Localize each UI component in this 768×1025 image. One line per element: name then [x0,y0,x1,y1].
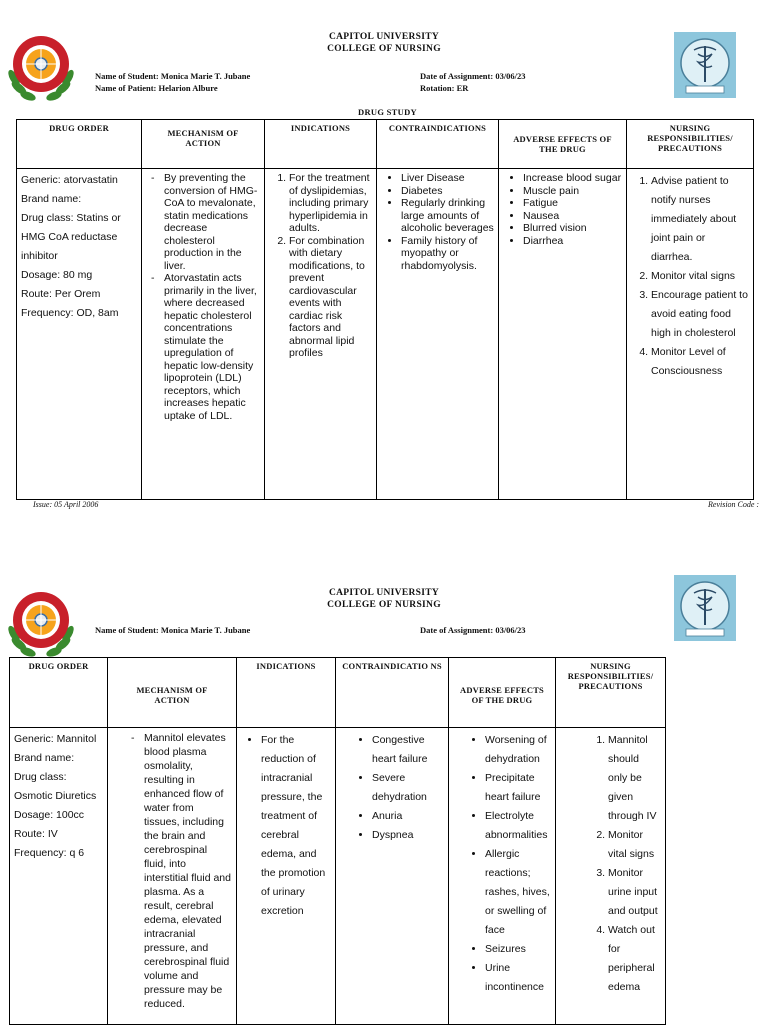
university-heading [284,31,484,55]
header-drug-order: DRUG ORDER [17,120,142,169]
university-heading [284,587,484,611]
adverse-effect-item: • Urine incontinence [485,959,553,997]
drug-order-line: Dosage: 80 mg [21,269,93,281]
drug-order-cell [17,169,142,500]
adverse-effects-cell [449,728,556,1025]
contraindications-cell [336,728,449,1025]
adverse-effects-cell [499,169,627,500]
capitol-university-seal-icon [4,586,78,660]
college-of-nursing-logo-icon [674,575,736,641]
mechanism-item: - Mannitol elevates blood plasma osmolality, resulting in enhanced flow of water from tissues, including the brain and cerebrospinal fluid, into interstitial fluid and plasma. As a result, cerebral edema, elevated intracranial pressure, and cerebrospinal fluid volume and pressure may be reduced. [144,731,232,1011]
contraindication-item: • Family history of myopathy or rhabdomyolysis. [401,235,496,273]
drug-study-table-1 [16,119,754,500]
adverse-effect-item: • Seizures [485,940,553,959]
drug-order-line: Generic: Mannitol [14,733,97,745]
header-contraindications: CONTRAINDICATIONS [377,120,499,169]
revision-code: Revision Code : [708,500,760,509]
drug-order-line: Generic: atorvastatin [21,174,118,186]
contraindication-item: • Anuria [372,807,446,826]
adverse-effect-item: • Diarrhea [523,235,622,248]
college-name: COLLEGE OF NURSING [327,600,441,610]
adverse-effect-item: • Precipitate heart failure [485,769,553,807]
drug-order-line: Drug class: [14,771,67,783]
student-name: Name of Student: Monica Marie T. Jubane [95,71,251,81]
adverse-effect-item: • Fatigue [523,197,622,210]
mechanism-item: - Atorvastatin acts primarily in the liver, where decreased hepatic cholesterol concentrations stimulate the upregulation of hepatic low-density lipoprotein (LDL) receptors, which increases hepatic uptake of LDL. [164,272,260,422]
indication-item: 2. For combination with dietary modifications, to prevent cardiovascular events with cardiac risk factors and abnormal lipid profiles [289,235,374,360]
header-adverse-effects: ADVERSE EFFECTS OF THE DRUG [499,120,627,169]
adverse-effect-item: • Worsening of dehydration [485,731,553,769]
indication-item: 1. For the treatment of dyslipidemias, including primary hyperlipidemia in adults. [289,172,374,235]
indications-cell [237,728,336,1025]
adverse-effect-item: • Allergic reactions; rashes, hives, or swelling of face [485,845,553,940]
header-adverse-effects: ADVERSE EFFECTS OF THE DRUG [449,658,556,728]
drug-order-line: Osmotic Diuretics [14,790,97,802]
contraindications-cell [377,169,499,500]
header-indications: INDICATIONS [237,658,336,728]
header-nursing: NURSING RESPONSIBILITIES/ PRECAUTIONS [627,120,754,169]
college-name: COLLEGE OF NURSING [327,44,441,54]
header-nursing: NURSING RESPONSIBILITIES/ PRECAUTIONS [556,658,666,728]
header-contraindications: CONTRAINDICATIO NS [336,658,449,728]
nursing-item: 3. Encourage patient to avoid eating food high in cholesterol [651,286,749,343]
university-name: CAPITOL UNIVERSITY [328,588,440,598]
contraindication-item: • Dyspnea [372,826,446,845]
nursing-item: 1. Mannitol should only be given through IV [608,731,661,826]
nursing-cell [627,169,754,500]
page-gap [0,515,768,570]
issue-date: Issue: 05 April 2006 [33,500,99,509]
adverse-effect-item: • Nausea [523,210,622,223]
contraindication-item: • Regularly drinking large amounts of alcoholic beverages [401,197,496,235]
drug-study-table-2 [9,657,666,1025]
contraindication-item: • Severe dehydration [372,769,446,807]
contraindication-item: • Diabetes [401,185,496,198]
rotation: Rotation: ER [420,83,469,93]
nursing-item: 3. Monitor urine input and output [608,864,661,921]
assignment-date: Date of Assignment: 03/06/23 [420,625,526,635]
university-name: CAPITOL UNIVERSITY [328,32,440,42]
adverse-effect-item: • Muscle pain [523,185,622,198]
nursing-item: 1. Advise patient to notify nurses immediately about joint pain or diarrhea. [651,172,749,267]
drug-order-line: Route: IV [14,828,58,840]
capitol-university-seal-icon [4,30,78,104]
adverse-effect-item: • Increase blood sugar [523,172,622,185]
drug-order-cell [10,728,108,1025]
header-mechanism: MECHANISM OF ACTION [108,658,237,728]
contraindication-item: • Congestive heart failure [372,731,446,769]
drug-order-line: Frequency: q 6 [14,847,85,859]
drug-order-line: Drug class: Statins or [21,212,121,224]
mechanism-item: - By preventing the conversion of HMG-CoA to mevalonate, statin medications decrease cholesterol production in the liver. [164,172,260,272]
drug-order-line: Brand name: [21,193,82,205]
student-name: Name of Student: Monica Marie T. Jubane [95,625,251,635]
document-page-2 [0,570,768,1024]
patient-name: Name of Patient: Helarion Albure [95,83,218,93]
drug-study-title: DRUG STUDY [358,107,417,117]
mechanism-cell [142,169,265,500]
drug-order-line: HMG CoA reductase [21,231,118,243]
drug-order-line: inhibitor [21,250,58,262]
drug-order-line: Dosage: 100cc [14,809,85,821]
drug-order-line: Brand name: [14,752,75,764]
contraindication-item: • Liver Disease [401,172,496,185]
drug-order-line: Route: Per Orem [21,288,101,300]
nursing-item: 2. Monitor vital signs [651,267,749,286]
header-mechanism: MECHANISM OF ACTION [142,120,265,169]
header-indications: INDICATIONS [265,120,377,169]
mechanism-cell [108,728,237,1025]
nursing-item: 2. Monitor vital signs [608,826,661,864]
indication-item: • For the reduction of intracranial pressure, the treatment of cerebral edema, and the promotion of urinary excretion [261,731,333,921]
adverse-effect-item: • Blurred vision [523,222,622,235]
header-drug-order: DRUG ORDER [10,658,108,728]
nursing-item: 4. Watch out for peripheral edema [608,921,661,997]
nursing-item: 4. Monitor Level of Consciousness [651,343,749,381]
adverse-effect-item: • Electrolyte abnormalities [485,807,553,845]
college-of-nursing-logo-icon [674,32,736,98]
assignment-date: Date of Assignment: 03/06/23 [420,71,526,81]
indications-cell [265,169,377,500]
nursing-cell [556,728,666,1025]
drug-order-line: Frequency: OD, 8am [21,307,119,319]
